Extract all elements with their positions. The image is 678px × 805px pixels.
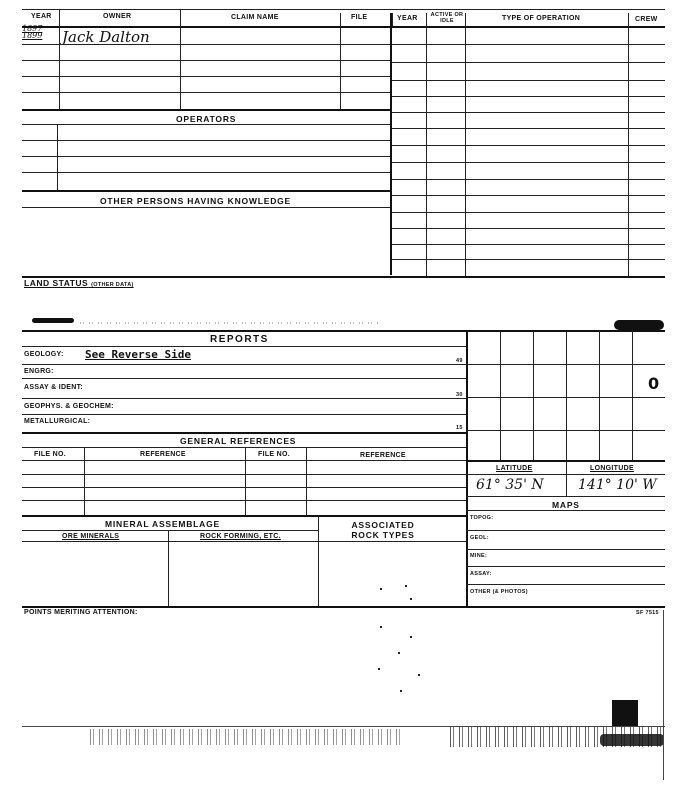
maps-topog-label: TOPOG: bbox=[470, 515, 494, 521]
maps-rule bbox=[466, 566, 665, 567]
maps-rule bbox=[466, 549, 665, 550]
mineral-col-divider bbox=[318, 515, 319, 606]
ore-minerals-label: ORE MINERALS bbox=[62, 533, 120, 540]
geology-value: See Reverse Side bbox=[85, 348, 191, 361]
maps-heading: MAPS bbox=[552, 500, 580, 510]
geology-label: GEOLOGY: bbox=[24, 351, 64, 358]
operation-row-rule bbox=[392, 128, 665, 129]
grid-col bbox=[500, 330, 501, 460]
references-col-divider bbox=[245, 447, 246, 515]
grid-row bbox=[466, 430, 665, 431]
ref-file-no-1: FILE NO. bbox=[34, 451, 66, 458]
scan-dot bbox=[410, 598, 412, 600]
land-status-sub: (OTHER DATA) bbox=[91, 282, 134, 288]
references-rule bbox=[22, 460, 466, 461]
references-rule bbox=[22, 487, 466, 488]
scan-dot bbox=[405, 585, 407, 587]
entry-owner: Jack Dalton bbox=[62, 28, 150, 46]
right-block-divider bbox=[466, 330, 468, 606]
scan-noise bbox=[90, 729, 400, 745]
reports-num-30: 30 bbox=[456, 392, 463, 398]
owner-row-rule bbox=[22, 92, 390, 93]
scan-dot bbox=[400, 690, 402, 692]
operators-rule bbox=[22, 124, 390, 125]
operators-rule bbox=[22, 140, 390, 141]
grid-col bbox=[533, 330, 534, 460]
reports-rule bbox=[22, 364, 466, 365]
maps-geol-label: GEOL: bbox=[470, 535, 489, 541]
owner-col-divider bbox=[59, 26, 60, 109]
scan-noise bbox=[80, 322, 380, 324]
operation-row-rule bbox=[392, 96, 665, 97]
latlong-bottom-rule bbox=[466, 496, 665, 497]
mineral-col-divider bbox=[168, 530, 169, 606]
operators-heading: OPERATORS bbox=[176, 114, 237, 124]
operation-row-rule bbox=[392, 112, 665, 113]
grid-mark: 0 bbox=[648, 374, 660, 393]
entry-years: 1897 1899 bbox=[22, 24, 43, 40]
references-rule bbox=[22, 474, 466, 475]
latitude-value: 61° 35' N bbox=[476, 477, 544, 493]
header-crew-label: CREW bbox=[635, 16, 658, 23]
maps-mine-label: MINE: bbox=[470, 553, 488, 559]
maps-assay-label: ASSAY: bbox=[470, 571, 492, 577]
operators-rule bbox=[22, 172, 390, 173]
header-divider bbox=[392, 13, 393, 26]
latlong-divider bbox=[566, 460, 567, 496]
other-persons-heading: OTHER PERSONS HAVING KNOWLEDGE bbox=[100, 196, 292, 206]
operators-col-divider bbox=[57, 124, 58, 190]
header-year2-label: YEAR bbox=[397, 15, 418, 22]
other-persons-rule bbox=[22, 207, 390, 208]
header-active-idle-label: ACTIVE OR IDLE bbox=[430, 12, 464, 24]
grid-row bbox=[466, 397, 665, 398]
reports-num-49: 49 bbox=[456, 358, 463, 364]
operation-row-rule bbox=[392, 244, 665, 245]
maps-rule bbox=[466, 510, 665, 511]
owner-row-rule bbox=[22, 76, 390, 77]
scan-dot bbox=[418, 674, 420, 676]
maps-other-label: OTHER (& PHOTOS) bbox=[470, 589, 528, 595]
reports-top-rule bbox=[22, 330, 665, 332]
operation-row-rule bbox=[392, 80, 665, 81]
operation-row-rule bbox=[392, 212, 665, 213]
metallurgical-label: METALLURGICAL: bbox=[24, 418, 91, 425]
geophys-label: GEOPHYS. & GEOCHEM: bbox=[24, 403, 114, 410]
mineral-rule bbox=[22, 541, 466, 542]
scan-smudge bbox=[600, 734, 664, 746]
land-status-heading bbox=[24, 278, 134, 288]
reports-bottom-rule bbox=[22, 432, 466, 434]
owner-row-rule bbox=[22, 44, 390, 45]
grid-col bbox=[632, 330, 633, 460]
mineral-assemblage-heading: MINERAL ASSEMBLAGE bbox=[105, 519, 220, 529]
form-number: SF 7515 bbox=[636, 610, 659, 616]
header-divider bbox=[180, 9, 181, 26]
scan-edge-line bbox=[663, 610, 664, 780]
land-status-label: LAND STATUS bbox=[24, 278, 89, 288]
ref-file-no-2: FILE NO. bbox=[258, 451, 290, 458]
grid-col bbox=[599, 330, 600, 460]
longitude-label: LONGITUDE bbox=[590, 465, 634, 472]
operators-block-rule bbox=[22, 190, 390, 192]
header-operation-label: TYPE OF OPERATION bbox=[502, 15, 581, 22]
references-col-divider bbox=[84, 447, 85, 515]
header-divider bbox=[340, 13, 341, 26]
operation-row-rule bbox=[392, 259, 665, 260]
reports-rule bbox=[22, 398, 466, 399]
references-rule bbox=[22, 500, 466, 501]
longitude-value: 141° 10' W bbox=[578, 477, 657, 493]
header-owner-label: OWNER bbox=[103, 13, 132, 20]
ref-reference-1: REFERENCE bbox=[140, 451, 186, 458]
operation-row-rule bbox=[392, 195, 665, 196]
references-col-divider bbox=[306, 447, 307, 515]
grid-col bbox=[566, 330, 567, 460]
operation-row-rule bbox=[392, 62, 665, 63]
reports-num-15: 15 bbox=[456, 425, 463, 431]
operation-row-rule bbox=[392, 162, 665, 163]
associated-rock-types-heading: ASSOCIATED ROCK TYPES bbox=[351, 520, 415, 540]
reports-rule bbox=[22, 346, 466, 347]
header-divider bbox=[628, 13, 629, 26]
operation-row-rule bbox=[392, 228, 665, 229]
latlong-rule bbox=[466, 474, 665, 475]
owner-col-divider bbox=[340, 26, 341, 109]
reports-heading: REPORTS bbox=[210, 334, 269, 345]
reports-rule bbox=[22, 414, 466, 415]
latitude-label: LATITUDE bbox=[496, 465, 533, 472]
references-rule bbox=[22, 447, 466, 448]
scan-dot bbox=[398, 652, 400, 654]
operation-row-rule bbox=[392, 145, 665, 146]
owner-row-rule bbox=[22, 60, 390, 61]
header-divider bbox=[59, 9, 60, 26]
maps-rule bbox=[466, 584, 665, 585]
operation-col-divider bbox=[465, 26, 466, 276]
references-bottom-rule bbox=[22, 515, 466, 517]
general-references-heading: GENERAL REFERENCES bbox=[180, 436, 297, 446]
operators-rule bbox=[22, 156, 390, 157]
engrg-label: ENGRG: bbox=[24, 368, 54, 375]
header-year-label: YEAR bbox=[31, 13, 52, 20]
ref-reference-2: REFERENCE bbox=[360, 452, 406, 459]
header-divider bbox=[465, 13, 466, 26]
reports-rule bbox=[22, 378, 466, 379]
operation-row-rule bbox=[392, 44, 665, 45]
assay-label: ASSAY & IDENT: bbox=[24, 384, 84, 391]
scan-dark-block bbox=[612, 700, 638, 726]
header-file-label: FILE bbox=[351, 14, 368, 21]
header-top-rule bbox=[22, 9, 665, 10]
owner-col-divider bbox=[180, 26, 181, 109]
operation-row-rule bbox=[392, 179, 665, 180]
scan-smudge bbox=[614, 320, 664, 330]
header-divider bbox=[426, 13, 427, 26]
reports-section-bottom-rule bbox=[22, 606, 665, 608]
mineral-rule bbox=[22, 530, 318, 531]
header-claim-name-label: CLAIM NAME bbox=[231, 14, 279, 21]
scan-dot bbox=[378, 668, 380, 670]
scan-smudge bbox=[32, 318, 74, 323]
operation-col-divider bbox=[426, 26, 427, 276]
scan-dot bbox=[410, 636, 412, 638]
scan-dot bbox=[380, 588, 382, 590]
maps-rule bbox=[466, 530, 665, 531]
operation-col-divider bbox=[628, 26, 629, 276]
scan-dot bbox=[380, 626, 382, 628]
grid-row bbox=[466, 364, 665, 365]
points-meriting-heading: POINTS MERITING ATTENTION: bbox=[24, 609, 138, 616]
main-column-divider bbox=[390, 13, 392, 275]
rock-forming-label: ROCK FORMING, ETC. bbox=[200, 533, 281, 540]
owner-block-rule bbox=[22, 109, 390, 111]
